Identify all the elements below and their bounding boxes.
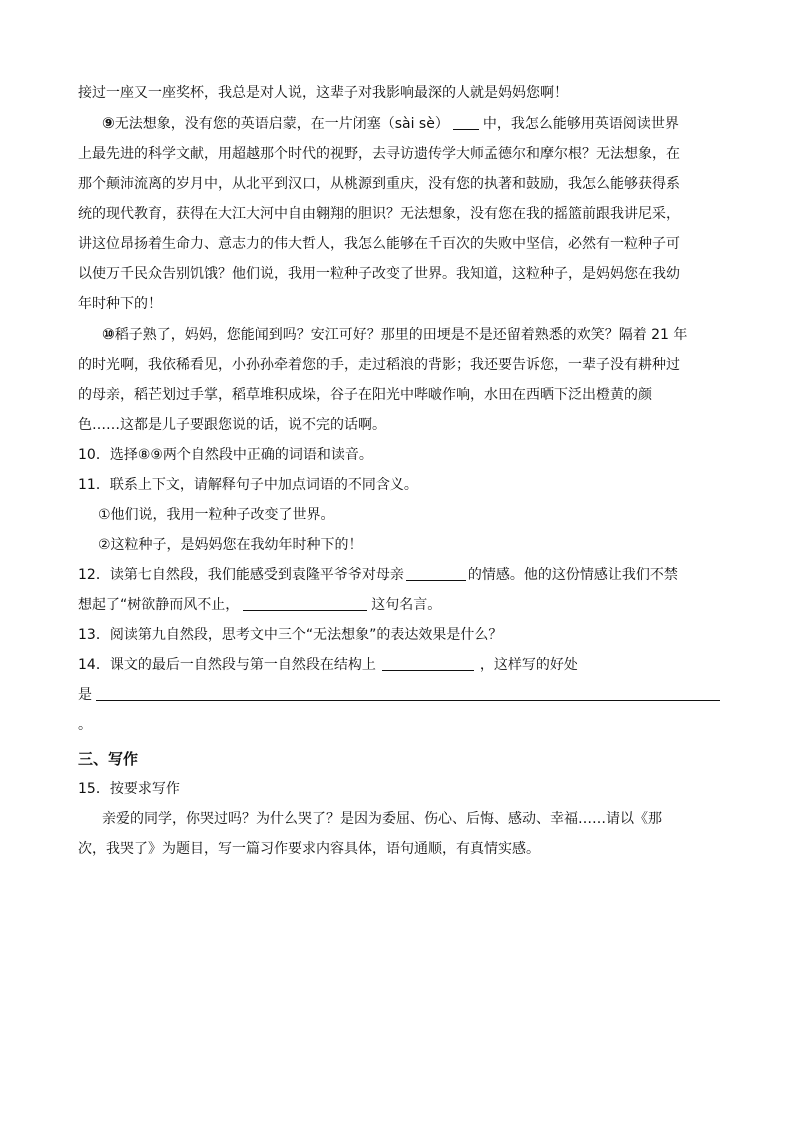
- p9-line-6: 以使万千民众告别饥饿？他们说，我用一粒种子改变了世界。我知道，这粒种子，是妈妈您在我幼: [78, 266, 680, 282]
- question-15: 15．按要求写作: [78, 781, 180, 797]
- question-14-text-c: 是: [78, 687, 92, 703]
- question-12-text-b: 的情感。他的这份情感让我们不禁: [467, 567, 678, 583]
- word-option-sai: 塞: [366, 116, 381, 132]
- p10-line-4: 色……这都是儿子要跟您说的话，说不完的话啊。: [78, 417, 386, 433]
- p10-line-2: 的时光啊，我依稀看见，小孙孙牵着您的手，走过稻浪的背影；我还要告诉您，一辈子没有耕种过: [78, 357, 680, 373]
- question-11-item-1: ①他们说，我用一粒种子改变了世界。: [98, 507, 335, 523]
- answer-blank-proverb[interactable]: [243, 595, 367, 611]
- question-14-continued: [78, 680, 718, 710]
- p9-line-1a: 无法想象，没有您的英语启蒙，在一片闭: [114, 116, 367, 132]
- p9-line-4: 统的现代教育，获得在大江大河中自由翱翔的胆识？无法想象，没有您在我的摇篮前跟我讲尼采，: [78, 206, 680, 222]
- question-14-end: 。: [78, 717, 92, 733]
- writing-prompt-line-1: 亲爱的同学，你哭过吗？为什么哭了？是因为委屈、伤心、后悔、感动、幸福……请以《那: [102, 811, 662, 827]
- answer-blank-emotion[interactable]: [406, 565, 466, 581]
- question-14-text-a: 14．课文的最后一自然段与第一自然段在结构上: [78, 657, 376, 673]
- question-11: 11．联系上下文，请解释句子中加点词语的不同含义。: [78, 477, 418, 493]
- writing-prompt-line-2: 次，我哭了》为题目，写一篇习作要求内容具体，语句通顺，有真情实感。: [78, 841, 540, 857]
- p9-line-1b: 中，我怎么能够用英语阅读世界: [482, 116, 679, 132]
- question-10: 10．选择⑧⑨两个自然段中正确的词语和读音。: [78, 447, 373, 463]
- document-content: [78, 78, 718, 864]
- answer-blank-pinyin[interactable]: [453, 114, 479, 130]
- paragraph-number-10: ⑩: [102, 325, 115, 343]
- question-12-text-c: 想起了“树欲静而风不止，: [78, 597, 240, 613]
- p9-line-3: 那个颠沛流离的岁月中，从北平到汉口，从桃源到重庆，没有您的执著和鼓励，我怎么能够获得系: [78, 176, 680, 192]
- question-12-text-d: 这句名言。: [371, 597, 442, 613]
- section-title-writing: 三、写作: [78, 750, 139, 768]
- question-12-continued: [78, 590, 718, 620]
- paragraph-10: [78, 319, 718, 440]
- paragraph-8-tail: 接过一座又一座奖杯，我总是对人说，这辈子对我影响最深的人就是妈妈您啊！: [78, 85, 568, 101]
- answer-blank-benefit[interactable]: [96, 685, 720, 701]
- answer-blank-structure[interactable]: [382, 655, 474, 671]
- p9-line-5: 讲这位昂扬着生命力、意志力的伟大哲人，我怎么能够在千百次的失败中坚信，必然有一粒种子可: [78, 236, 680, 252]
- question-12-text-a: 12．读第七自然段，我们能感受到袁隆平爷爷对母亲: [78, 567, 404, 583]
- question-13: 13．阅读第九自然段，思考文中三个“无法想象”的表达效果是什么？: [78, 627, 503, 643]
- p9-line-7: 年时种下的！: [78, 296, 162, 312]
- question-14: [78, 650, 718, 680]
- question-12: [78, 560, 718, 590]
- paragraph-9: [78, 108, 718, 319]
- p9-line-2: 上最先进的科学文献，用超越那个时代的视野，去寻访遗传学大师孟德尔和摩尔根？无法想象，在: [78, 146, 680, 162]
- p10-line-3: 的母亲，稻芒划过手掌，稻草堆积成垛，谷子在阳光中哔啵作响，水田在西晒下泛出橙黄的颜: [78, 387, 652, 403]
- paragraph-number-9: ⑨: [102, 114, 115, 132]
- question-11-item-2: ②这粒种子，是妈妈您在我幼年时种下的！: [98, 537, 363, 553]
- question-14-text-b: ，这样写的好处: [479, 657, 578, 673]
- pinyin-options: （sài sè）: [380, 116, 449, 132]
- p10-line-1: 稻子熟了，妈妈，您能闻到吗？安江可好？那里的田埂是不是还留着熟悉的欢笑？隔着 21 年: [114, 327, 688, 343]
